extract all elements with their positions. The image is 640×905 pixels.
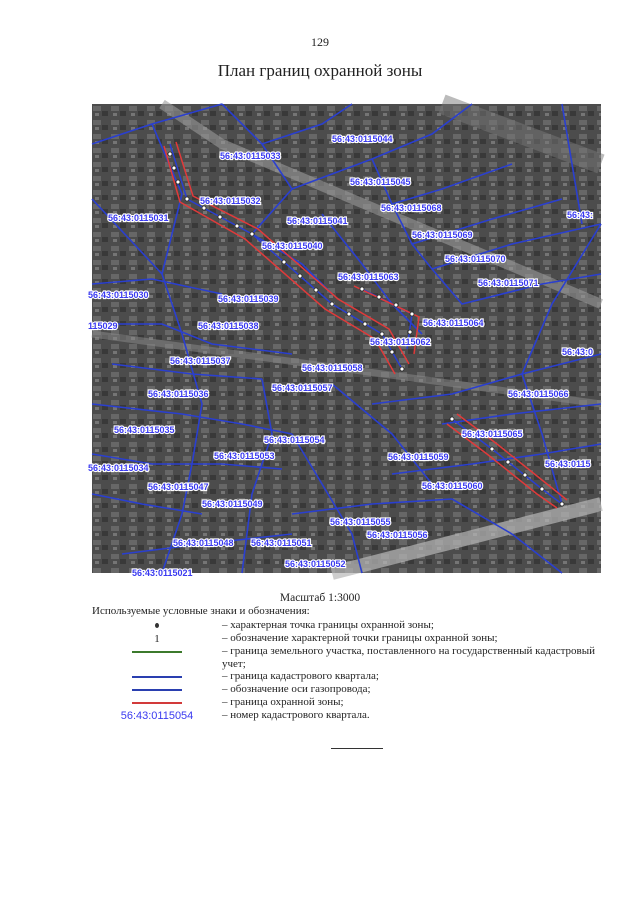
cadastral-quarter-label: 56:43:0115062 [370,337,431,347]
legend-item-land-plot: – граница земельного участка, поставленного на государственный кадастровый учет; [92,645,602,670]
cadastral-quarter-label: 56:43:0115069 [412,230,473,240]
cadastral-quarter-label: 56:43:0115068 [381,203,442,213]
cadastral-quarter-label: 56:43:0115055 [330,517,391,527]
cadastral-quarter-label: 56:43:0115045 [350,177,411,187]
page-number: 129 [311,35,329,49]
cadastral-quarter-label: 56:43:0115060 [422,481,483,491]
cadastral-quarter-label: 56:43:0115030 [88,290,149,300]
legend-item-quarter-boundary: – граница кадастрового квартала; [92,670,602,683]
cadastral-quarter-label: 56:43:0115056 [367,530,428,540]
map-view[interactable] [88,104,601,578]
page-title: План границ охранной зоны [217,61,423,80]
map-scale: Масштаб 1:3000 [279,592,361,604]
cadastral-quarter-label: 56:43:0115066 [508,389,569,399]
cadastral-quarter-label: 56:43:0115064 [423,318,484,328]
cadastral-quarter-label: 56:43:0115057 [272,383,333,393]
cadastral-quarter-label: 56:43:0 [562,347,594,357]
cadastral-quarter-label: 56:43:0115036 [148,389,209,399]
cadastral-quarter-label: 56:43:0115051 [251,538,312,548]
legend-item-point-label: 1 – обозначение характерной точки границы охранной зоны; [154,632,498,645]
legend-item-point: – характерная точка границы охранной зоны; [92,619,602,632]
legend-title: Используемые условные знаки и обозначения: [92,605,310,617]
cadastral-quarter-label: 56:43:0115063 [338,272,399,282]
cadastral-quarter-label: 56:43:0115052 [285,559,346,569]
cadastral-quarter-label: 56:43:0115 [545,459,591,469]
legend-item-protection-zone: – граница охранной зоны; [92,696,602,709]
cadastral-quarter-label: 56:43:0115039 [218,294,279,304]
cadastral-quarter-label: 56:43:0115058 [302,363,363,373]
cadastral-quarter-label: 56:43:0115054 [264,435,325,445]
blue-line-icon [132,689,182,691]
cadastral-quarter-label: 56:43:0115021 [132,568,193,578]
cadastral-quarter-label: 115029 [88,321,118,331]
legend-item-quarter-number: 56:43:0115054 – номер кадастрового квартала. [120,709,370,722]
cadastral-quarter-label: 56:43:0115032 [200,196,261,206]
cadastral-quarter-label: 56:43: [567,210,594,220]
cadastral-quarter-label: 56:43:0115034 [88,463,149,473]
cadastral-quarter-label: 56:43:0115070 [445,254,506,264]
signature-line [331,748,383,749]
cadastral-quarter-label: 56:43:0115053 [214,451,275,461]
cadastral-quarter-label: 56:43:0115037 [170,356,231,366]
cadastral-quarter-label: 56:43:0115041 [287,216,348,226]
cadastral-quarter-label: 56:43:0115049 [202,499,263,509]
legend-item-pipeline-axis: – обозначение оси газопровода; [92,683,602,696]
cadastral-quarter-label: 56:43:0115033 [220,151,281,161]
legend [92,619,602,722]
cadastral-quarter-label: 56:43:0115044 [332,134,393,144]
cadastral-quarter-label: 56:43:0115065 [462,429,523,439]
map-canvas [88,104,601,578]
cadastral-quarter-label: 56:43:0115071 [478,278,539,288]
cadastral-quarter-label: 56:43:0115035 [114,425,175,435]
green-line-icon [132,651,182,653]
cadastral-quarter-label: 56:43:0115038 [198,321,259,331]
cadastral-quarter-label: 56:43:0115048 [173,538,234,548]
cadastral-quarter-label: 56:43:0115047 [148,482,209,492]
cadastral-quarter-label: 56:43:0115059 [388,452,449,462]
red-line-icon [132,702,182,704]
cadastral-quarter-label: 56:43:0115031 [108,213,169,223]
cadastral-quarter-label: 56:43:0115040 [262,241,323,251]
blue-line-icon [132,676,182,678]
point-icon [155,623,159,628]
